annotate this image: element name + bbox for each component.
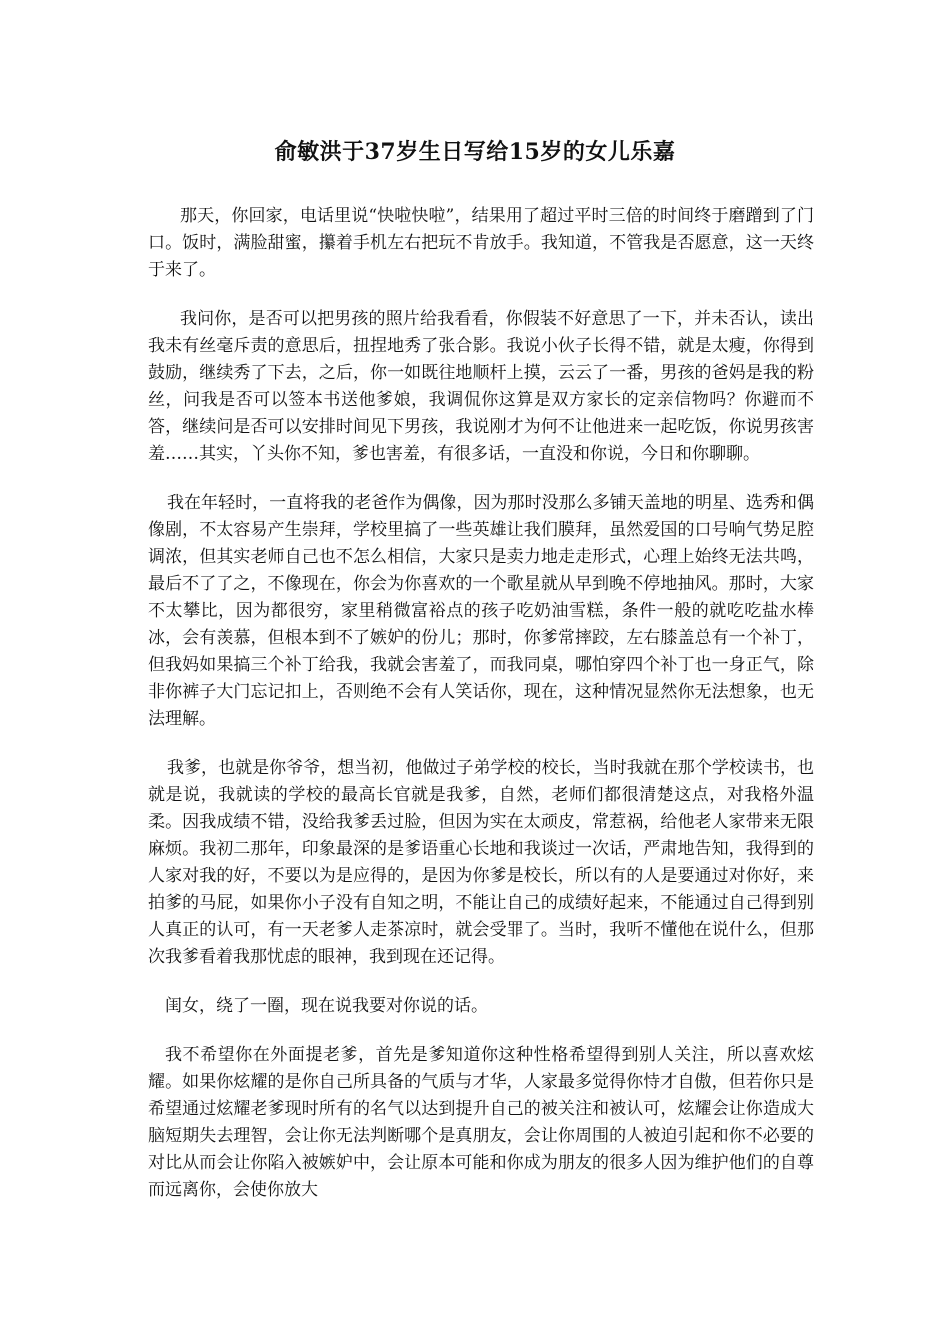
paragraph-4: 我爹，也就是你爷爷，想当初，他做过子弟学校的校长，当时我就在那个学校读书，也就是说，我就读的学校的最高长官就是我爹，自然，老师们都很清楚这点，对我格外温柔。因我成绩不错，没给我爹丢过脸，但因为实在太顽皮，常惹祸，给他老人家带来无限麻烦。我初二那年，印象最深的是爹语重心长地和我谈过一次话，严肃地告知，我得到的人家对我的好，不要以为是应得的，是因为你爹是校长，所以有的人是要通过对你好，来拍爹的马屁，如果你小子没有自知之明，不能让自己的成绩好起来，不能通过自己得到别人真正的认可，有一天老爹人走茶凉时，就会受罪了。当时，我听不懂他在说什么，但那次我爹看着我那忧虑的眼神，我到现在还记得。 [148, 758, 814, 967]
paragraph-5: 闺女，绕了一圈，现在说我要对你说的话。 [165, 996, 488, 1016]
paragraph-1: 那天，你回家，电话里说“快啦快啦”，结果用了超过平时三倍的时间终于磨蹭到了门口。饭时，满脸甜蜜，攥着手机左右把玩不肯放手。我知道，不管我是否愿意，这一天终于来了。 [148, 206, 814, 280]
paragraph-3: 我在年轻时，一直将我的老爸作为偶像，因为那时没那么多铺天盖地的明星、选秀和偶像剧，不太容易产生崇拜，学校里搞了一些英雄让我们膜拜，虽然爱国的口号响气势足腔调浓，但其实老师自己也不怎么相信，大家只是卖力地走走形式，心理上始终无法共鸣，最后不了了之，不像现在，你会为你喜欢的一个歌星就从早到晚不停地抽风。那时，大家不太攀比，因为都很穷，家里稍微富裕点的孩子吃奶油雪糕，条件一般的就吃吃盐水棒冰，会有羡慕，但根本到不了嫉妒的份儿；那时，你爹常摔跤，左右膝盖总有一个补丁，但我妈如果搞三个补丁给我，我就会害羞了，而我同桌，哪怕穿四个补丁也一身正气，除非你裤子大门忘记扣上，否则绝不会有人笑话你，现在，这种情况显然你无法想象，也无法理解。 [148, 493, 814, 729]
paragraph-6: 我不希望你在外面提老爹，首先是爹知道你这种性格希望得到别人关注，所以喜欢炫耀。如果你炫耀的是你自己所具备的气质与才华，人家最多觉得你恃才自傲，但若你只是希望通过炫耀老爹现时所有的名气以达到提升自己的被关注和被认可，炫耀会让你造成大脑短期失去理智，会让你无法判断哪个是真朋友，会让你周围的人被迫引起和你不必要的对比从而会让你陷入被嫉妒中，会让原本可能和你成为朋友的很多人因为维护他们的自尊而远离你，会使你放大 [148, 1045, 814, 1200]
document-body [148, 203, 814, 1226]
paragraph-2: 我问你，是否可以把男孩的照片给我看看，你假装不好意思了一下，并未否认，读出我未有丝毫斥责的意思后，扭捏地秀了张合影。我说小伙子长得不错，就是太瘦，你得到鼓励，继续秀了下去，之后，你一如既往地顺杆上摸，云云了一番，男孩的爸妈是我的粉丝，问我是否可以签本书送他爹娘，我调侃你这算是双方家长的定亲信物吗？你避而不答，继续问是否可以安排时间见下男孩，我说刚才为何不让他进来一起吃饭，你说男孩害羞……其实，丫头你不知，爹也害羞，有很多话，一直没和你说，今日和你聊聊。 [148, 309, 814, 464]
document-title: 俞敏洪于37岁生日写给15岁的女儿乐嘉 [274, 139, 676, 165]
